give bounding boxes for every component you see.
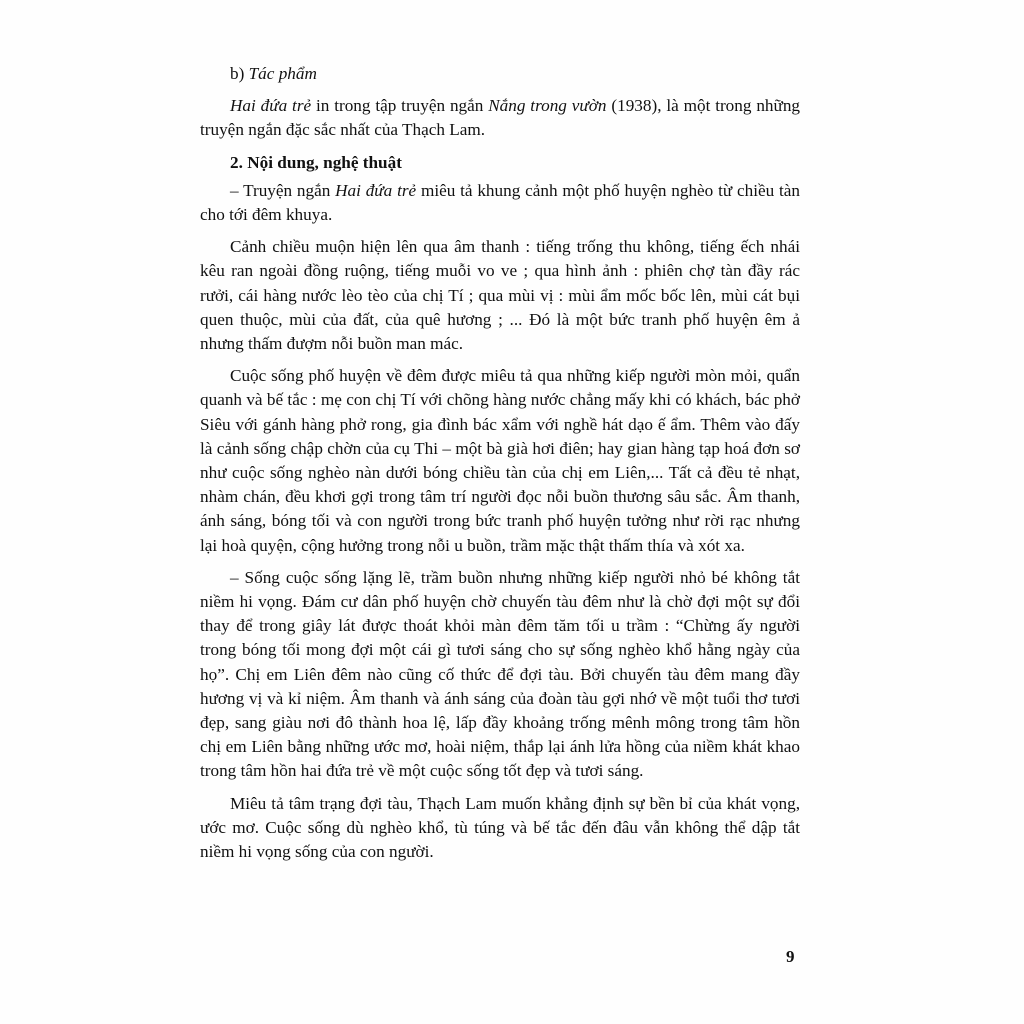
paragraph-work [200, 94, 800, 142]
paragraph-4: – Sống cuộc sống lặng lẽ, trầm buồn nhưng những kiếp người nhỏ bé không tắt niềm hi vọng. Đám cư dân phố huyện chờ chuyến tàu đêm như là chờ đợi một sự đổi thay để trong giây lát được thoát khỏi màn đêm tăm tối u trầm : “Chừng ấy người trong bóng tối mong đợi một cái gì tươi sáng cho sự sống nghèo khổ hằng ngày của họ”. Chị em Liên đêm nào cũng cố thức để đợi tàu. Bởi chuyến tàu đêm mang đầy hương vị và kỉ niệm. Âm thanh và ánh sáng của đoàn tàu gợi nhớ về một tuổi thơ tươi đẹp, sang giàu nơi đô thành hoa lệ, lấp đầy khoảng trống mênh mông trong tâm hồn chị em Liên bằng những ước mơ, hoài niệm, thắp lại ánh lửa hồng của niềm khát khao trong tâm hồn hai đứa trẻ về một cuộc sống tốt đẹp và tươi sáng. [200, 567, 800, 781]
paragraph-1-title: Hai đứa trẻ [335, 180, 417, 200]
section-b-label: b) [230, 64, 249, 83]
collection-title: Nắng trong vườn [488, 96, 607, 116]
paragraph-1 [200, 179, 800, 227]
paragraph-2: Cảnh chiều muộn hiện lên qua âm thanh : tiếng trống thu không, tiếng ếch nhái kêu ran ngoài đồng ruộng, tiếng muỗi vo ve ; qua hình ảnh : phiên chợ tàn đầy rác rưởi, cái hàng nước lèo tèo của chị Tí ; qua mùi vị : mùi ẩm mốc bốc lên, mùi cát bụi quen thuộc, mùi của đất, của quê hương ; ... Đó là một bức tranh phố huyện êm ả nhưng thấm đượm nỗi buồn man mác. [200, 237, 800, 354]
paragraph-1-lead: – Truyện ngắn [230, 180, 336, 200]
paragraph-1-text: miêu tả khung cảnh một phố huyện nghèo từ chiều tàn cho tới đêm khuya. [200, 180, 800, 225]
section-b-title: Tác phẩm [248, 64, 317, 83]
paragraph-5: Miêu tả tâm trạng đợi tàu, Thạch Lam muốn khẳng định sự bền bỉ của khát vọng, ước mơ. Cuộc sống dù nghèo khổ, tù túng và bế tắc đến đâu vẫn không thể dập tắt niềm hi vọng sống của con người. [200, 793, 800, 862]
work-text-1: in trong tập truyện ngắn [311, 96, 489, 116]
work-title: Hai đứa trẻ [230, 96, 312, 116]
section-b-heading [200, 62, 800, 86]
paragraph-3: Cuộc sống phố huyện về đêm được miêu tả qua những kiếp người mòn mỏi, quẩn quanh và bế tắc : mẹ con chị Tí với chõng hàng nước chẳng mấy khi có khách, bác phở Siêu với gánh hàng phở rong, gia đình bác xẩm với nghề hát dạo ế ẩm. Thêm vào đấy là cảnh sống chập chờn của cụ Thi – một bà già hơi điên; hay gian hàng tạp hoá đơn sơ như cuộc sống nghèo nàn dưới bóng chiều tàn của chị em Liên,... Tất cả đều tẻ nhạt, nhàm chán, đều khơi gợi trong tâm trí người đọc nỗi buồn thương sâu sắc. Âm thanh, ánh sáng, bóng tối và con người trong bức tranh phố huyện tưởng như rời rạc nhưng lại hoà quyện, cộng hưởng trong nỗi u buồn, trầm mặc thật thấm thía và xót xa. [200, 366, 800, 555]
work-text-2: (1938), là một trong những truyện ngắn đặc sắc nhất của Thạch Lam. [200, 96, 801, 140]
section-2-heading: 2. Nội dung, nghệ thuật [230, 152, 402, 172]
page-number: 9 [786, 947, 795, 966]
page-body [200, 62, 800, 864]
